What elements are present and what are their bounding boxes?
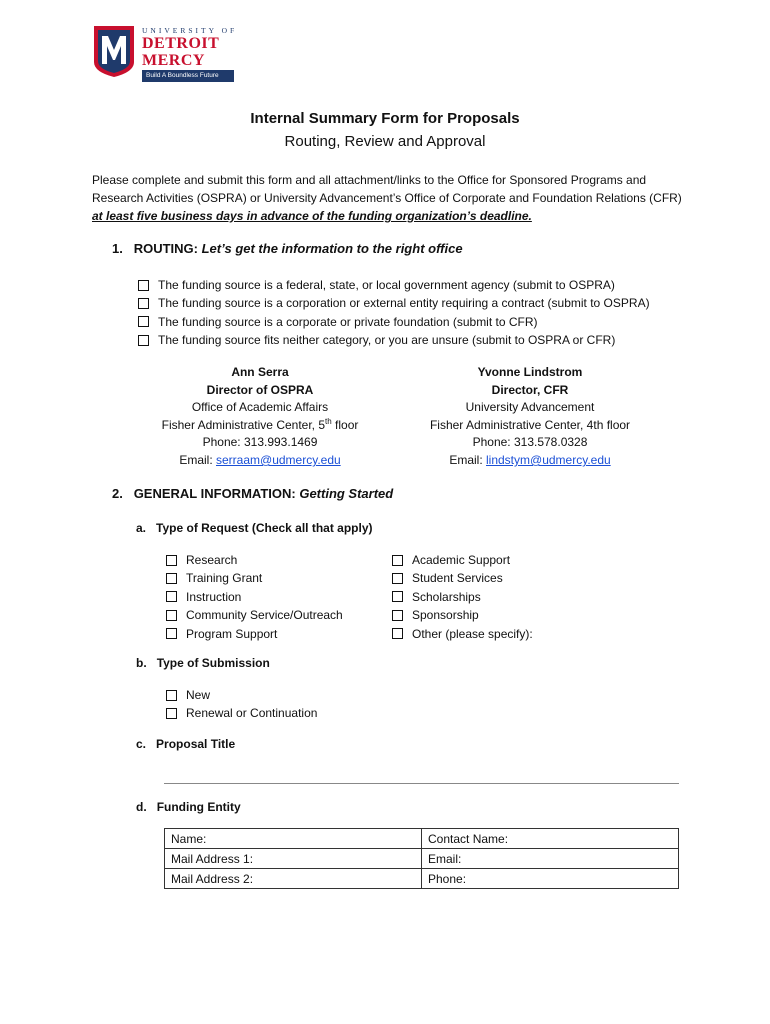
contact-phone: Phone: 313.578.0328: [472, 435, 588, 450]
request-type-heading: a. Type of Request (Check all that apply): [136, 521, 373, 535]
submission-option-new: New: [166, 686, 317, 704]
request-option-research: Research: [166, 551, 343, 569]
section-general-label: GENERAL INFORMATION:: [133, 486, 296, 501]
checkbox[interactable]: [138, 316, 149, 327]
checkbox[interactable]: [166, 610, 177, 621]
request-option-community-service: Community Service/Outreach: [166, 606, 343, 624]
funding-phone-cell[interactable]: Phone:: [422, 869, 679, 889]
logo-tagline: Build A Boundless Future: [142, 70, 234, 82]
funding-contact-name-cell[interactable]: Contact Name:: [422, 829, 679, 849]
request-options-right: [392, 551, 533, 643]
checkbox[interactable]: [166, 690, 177, 701]
contact-email-line: Email: lindstym@udmercy.edu: [449, 452, 611, 467]
routing-option-foundation: The funding source is a corporate or private foundation (submit to CFR): [138, 313, 650, 331]
section-routing-number: 1.: [112, 241, 123, 256]
contact-email-line: Email: serraam@udmercy.edu: [179, 452, 341, 467]
contact-building: Fisher Administrative Center, 5th floor: [161, 416, 359, 432]
funding-mail-address-2-cell[interactable]: Mail Address 2:: [165, 869, 422, 889]
checkbox[interactable]: [166, 555, 177, 566]
request-options-left: [166, 551, 343, 643]
table-row: [165, 869, 679, 889]
contact-ospra: [140, 364, 380, 470]
intro-text: Please complete and submit this form and all attachment/links to the Office for Sponsored Programs and Research Activities (OSPRA) or University Advancement’s Office of Corporate and Foundation Relations (CFR): [92, 173, 682, 205]
request-option-student-services: Student Services: [392, 569, 533, 587]
checkbox[interactable]: [138, 298, 149, 309]
funding-email-cell[interactable]: Email:: [422, 849, 679, 869]
checkbox[interactable]: [166, 591, 177, 602]
contact-building: Fisher Administrative Center, 4th floor: [429, 417, 631, 432]
intro-paragraph: [92, 171, 692, 225]
submission-type-heading: b. Type of Submission: [136, 656, 270, 670]
table-row: [165, 829, 679, 849]
checkbox[interactable]: [138, 335, 149, 346]
funding-entity-table: [164, 828, 679, 889]
contact-cfr: [410, 364, 650, 470]
email-link[interactable]: serraam@udmercy.edu: [216, 452, 341, 467]
routing-option-federal: The funding source is a federal, state, or local government agency (submit to OSPRA): [138, 276, 650, 294]
section-routing-label: ROUTING:: [133, 241, 198, 256]
funding-entity-heading: d. Funding Entity: [136, 800, 241, 814]
contact-title: Director of OSPRA: [206, 382, 314, 397]
checkbox[interactable]: [392, 591, 403, 602]
logo-detroit: DETROIT: [142, 35, 220, 52]
checkbox[interactable]: [392, 628, 403, 639]
contact-office: University Advancement: [465, 400, 595, 415]
routing-option-unsure: The funding source fits neither category, or you are unsure (submit to OSPRA or CFR): [138, 331, 650, 349]
checkbox[interactable]: [166, 573, 177, 584]
request-option-instruction: Instruction: [166, 588, 343, 606]
contact-phone: Phone: 313.993.1469: [202, 435, 318, 450]
routing-option-corporation: The funding source is a corporation or external entity requiring a contract (submit to OSPRA): [138, 294, 650, 312]
section-general-heading: [112, 486, 393, 501]
detroit-mercy-crest-icon: [92, 22, 136, 78]
request-option-sponsorship: Sponsorship: [392, 606, 533, 624]
table-row: [165, 849, 679, 869]
request-option-training-grant: Training Grant: [166, 569, 343, 587]
contact-title: Director, CFR: [491, 382, 569, 397]
proposal-title-field-line[interactable]: [164, 783, 679, 784]
checkbox[interactable]: [392, 610, 403, 621]
section-general-subtitle: Getting Started: [299, 486, 394, 501]
section-routing-heading: [112, 241, 463, 256]
section-general-number: 2.: [112, 486, 123, 501]
routing-options: [138, 276, 650, 350]
contact-office: Office of Academic Affairs: [191, 400, 329, 415]
form-subtitle: Routing, Review and Approval: [284, 133, 486, 150]
submission-options: [166, 686, 317, 723]
checkbox[interactable]: [392, 573, 403, 584]
contact-name: Yvonne Lindstrom: [477, 365, 583, 379]
request-option-program-support: Program Support: [166, 625, 343, 643]
contact-name: Ann Serra: [231, 365, 289, 379]
request-option-academic-support: Academic Support: [392, 551, 533, 569]
submission-option-renewal: Renewal or Continuation: [166, 704, 317, 722]
logo-university-of: UNIVERSITY OF: [142, 26, 238, 35]
section-routing-subtitle: Let’s get the information to the right office: [201, 241, 463, 256]
university-logo: [92, 22, 238, 82]
email-link[interactable]: lindstym@udmercy.edu: [486, 452, 611, 467]
checkbox[interactable]: [392, 555, 403, 566]
proposal-title-heading: c. Proposal Title: [136, 737, 236, 751]
checkbox[interactable]: [138, 280, 149, 291]
checkbox[interactable]: [166, 628, 177, 639]
checkbox[interactable]: [166, 708, 177, 719]
request-option-other: Other (please specify):: [392, 625, 533, 643]
request-option-scholarships: Scholarships: [392, 588, 533, 606]
logo-mercy: MERCY: [142, 52, 205, 69]
intro-deadline-emphasis: at least five business days in advance of the funding organization’s deadline.: [92, 209, 532, 223]
form-title: Internal Summary Form for Proposals: [250, 110, 520, 127]
funding-name-cell[interactable]: Name:: [165, 829, 422, 849]
funding-mail-address-1-cell[interactable]: Mail Address 1:: [165, 849, 422, 869]
